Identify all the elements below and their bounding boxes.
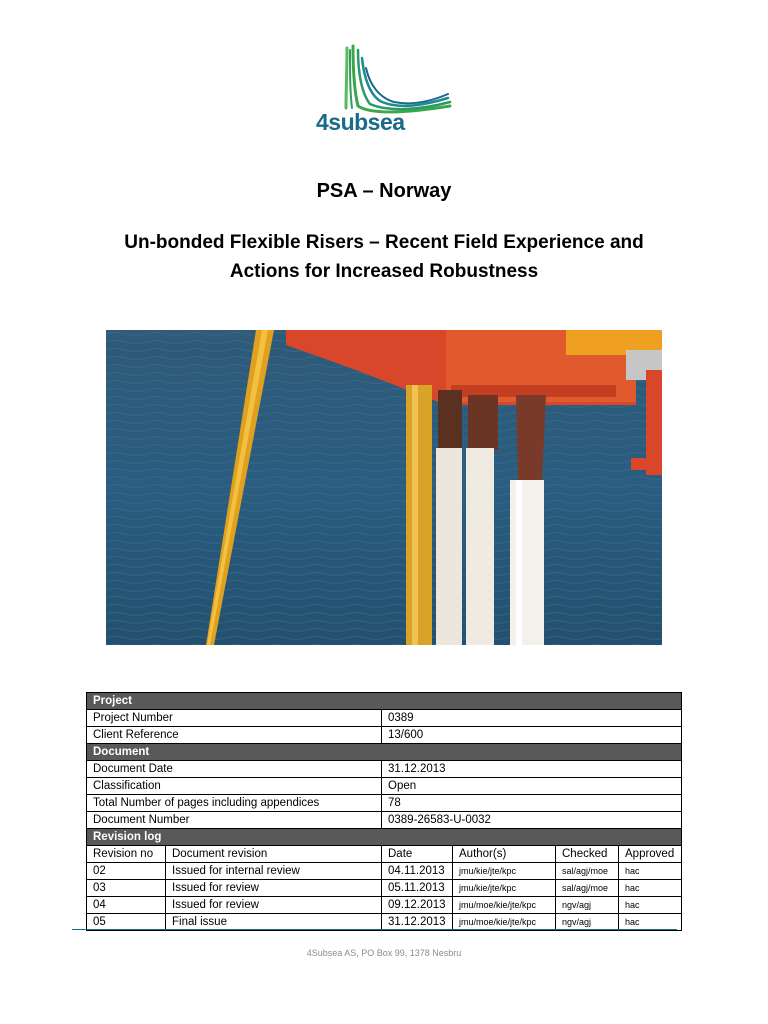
revision-header-row (87, 846, 682, 863)
table-row (87, 761, 682, 778)
row-label: Document Number (87, 812, 382, 829)
section-label: Revision log (87, 829, 682, 846)
section-header-project (87, 693, 682, 710)
section-label: Document (87, 744, 682, 761)
column-header: Author(s) (453, 846, 556, 863)
footer-address: 4Subsea AS, PO Box 99, 1378 Nesbru (306, 948, 462, 958)
row-value: 31.12.2013 (382, 761, 682, 778)
subtitle-line-1: Un-bonded Flexible Risers – Recent Field Experience and (124, 232, 644, 253)
revision-date: 04.11.2013 (382, 863, 453, 880)
revision-description: Issued for review (166, 880, 382, 897)
column-header: Date (382, 846, 453, 863)
row-label: Total Number of pages including appendices (87, 795, 382, 812)
revision-row (87, 863, 682, 880)
revision-description: Final issue (166, 914, 382, 931)
cover-photo (106, 330, 662, 645)
revision-no: 03 (87, 880, 166, 897)
row-value: Open (382, 778, 682, 795)
document-info-table (86, 692, 682, 931)
table-row (87, 710, 682, 727)
revision-date: 05.11.2013 (382, 880, 453, 897)
revision-row (87, 897, 682, 914)
revision-no: 05 (87, 914, 166, 931)
document-title: PSA – Norway (316, 180, 452, 202)
logo-wordmark: 4subsea (316, 109, 405, 135)
section-header-revision-log (87, 829, 682, 846)
column-header: Approved (619, 846, 682, 863)
column-header: Checked (556, 846, 619, 863)
row-value: 0389 (382, 710, 682, 727)
row-value: 0389-26583-U-0032 (382, 812, 682, 829)
revision-authors: jmu/moe/kie/jte/kpc (453, 914, 556, 931)
revision-approved: hac (619, 863, 682, 880)
revision-checked: ngv/agj (556, 914, 619, 931)
table-row (87, 778, 682, 795)
revision-date: 09.12.2013 (382, 897, 453, 914)
revision-no: 02 (87, 863, 166, 880)
revision-date: 31.12.2013 (382, 914, 453, 931)
table-row (87, 727, 682, 744)
row-value: 13/600 (382, 727, 682, 744)
subtitle-line-2: Actions for Increased Robustness (229, 261, 539, 282)
column-header: Revision no (87, 846, 166, 863)
revision-row (87, 880, 682, 897)
table-row (87, 812, 682, 829)
revision-checked: ngv/agj (556, 897, 619, 914)
revision-checked: sal/agj/moe (556, 880, 619, 897)
revision-description: Issued for review (166, 897, 382, 914)
revision-checked: sal/agj/moe (556, 863, 619, 880)
revision-authors: jmu/moe/kie/jte/kpc (453, 897, 556, 914)
revision-no: 04 (87, 897, 166, 914)
table-row (87, 795, 682, 812)
row-label: Classification (87, 778, 382, 795)
row-value: 78 (382, 795, 682, 812)
revision-approved: hac (619, 914, 682, 931)
revision-approved: hac (619, 880, 682, 897)
row-label: Project Number (87, 710, 382, 727)
row-label: Document Date (87, 761, 382, 778)
revision-authors: jmu/kie/jte/kpc (453, 880, 556, 897)
row-label: Client Reference (87, 727, 382, 744)
revision-authors: jmu/kie/jte/kpc (453, 863, 556, 880)
column-header: Document revision (166, 846, 382, 863)
revision-approved: hac (619, 897, 682, 914)
document-subtitle (0, 228, 768, 286)
section-label: Project (87, 693, 682, 710)
section-header-document (87, 744, 682, 761)
footer-divider (72, 929, 677, 930)
revision-description: Issued for internal review (166, 863, 382, 880)
revision-row (87, 914, 682, 931)
